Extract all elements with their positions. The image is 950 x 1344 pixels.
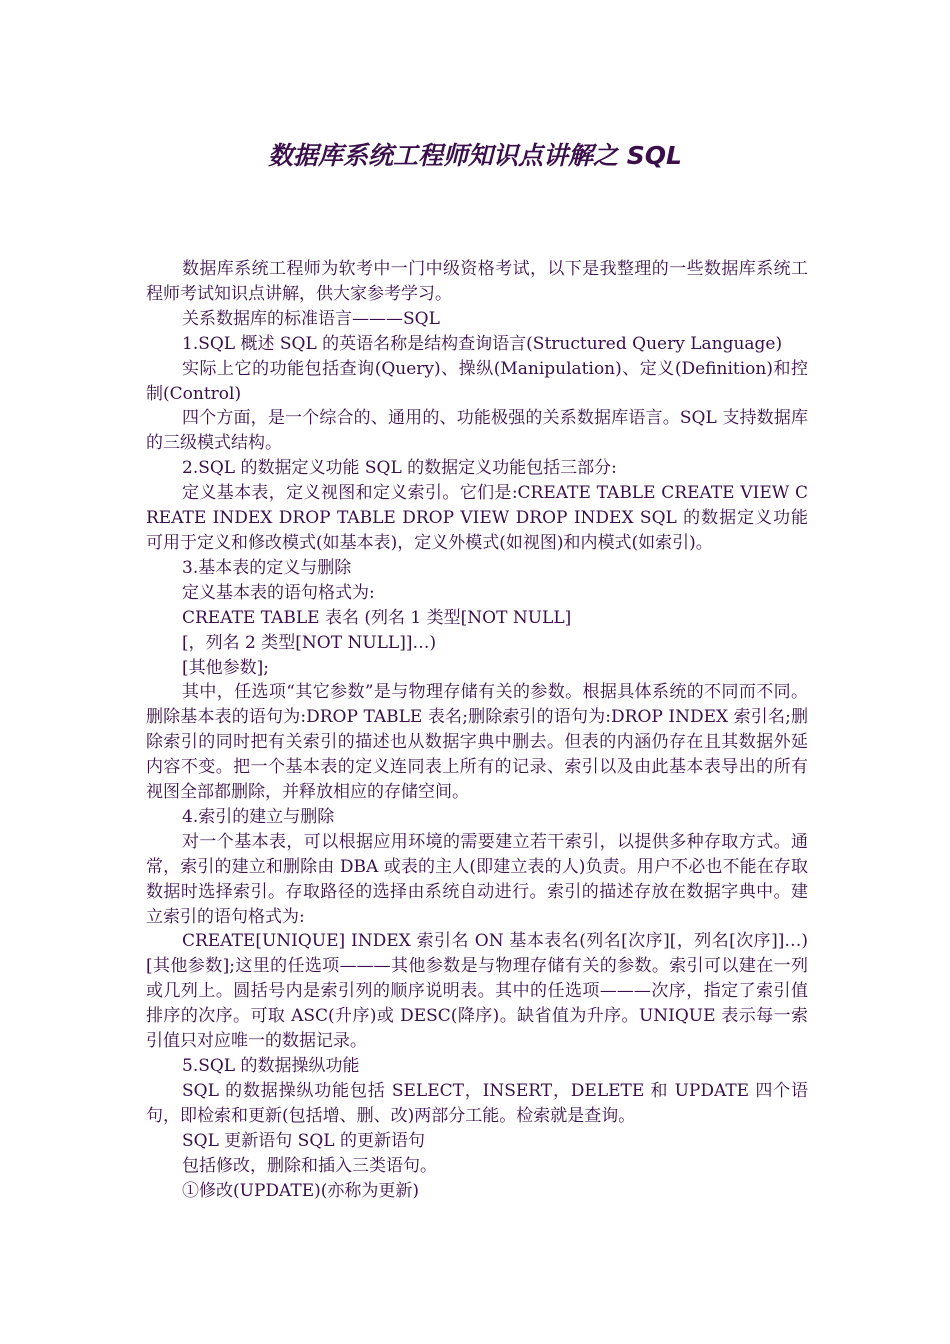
paragraph-create-format: 定义基本表的语句格式为: bbox=[182, 582, 375, 603]
paragraph-update: ①修改(UPDATE)(亦称为更新) bbox=[182, 1180, 420, 1201]
paragraph-column-2: [，列名 2 类型[NOT NULL]]…) bbox=[182, 632, 437, 653]
paragraph-update-statements: SQL 更新语句 SQL 的更新语句 bbox=[182, 1130, 425, 1151]
document-title: 数据库系统工程师知识点讲解之 SQL bbox=[268, 141, 682, 170]
paragraph-section-2: 2.SQL 的数据定义功能 SQL 的数据定义功能包括三部分: bbox=[182, 458, 617, 479]
paragraph-sql-overview: 1.SQL 概述 SQL 的英语名称是结构查询语言(Structured Query Language) bbox=[182, 333, 783, 354]
paragraph-section-4: 4.索引的建立与删除 bbox=[182, 806, 335, 827]
paragraph-intro: 数据库系统工程师为软考中一门中级资格考试，以下是我整理的一些数据库系统工程师考试知识点讲解，供大家参考学习。 bbox=[146, 259, 808, 304]
paragraph-index-intro: 对一个基本表，可以根据应用环境的需要建立若干索引，以提供多种存取方式。通常，索引的建立和删除由 DBA 或表的主人(即建立表的人)负责。用户不必也不能在存取数据时选择索引。存取路径的选择由系统自动进行。索引的描述存放在数据字典中。建立索引的语句格式为: bbox=[146, 831, 808, 927]
paragraph-four-aspects: 四个方面，是一个综合的、通用的、功能极强的关系数据库语言。SQL 支持数据库的三级模式结构。 bbox=[146, 408, 808, 454]
paragraph-section-3: 3.基本表的定义与删除 bbox=[182, 557, 352, 578]
paragraph-create-table: CREATE TABLE 表名 (列名 1 类型[NOT NULL] bbox=[182, 607, 572, 628]
document-body bbox=[146, 257, 808, 1203]
paragraph-other-params: [其他参数]; bbox=[182, 657, 269, 678]
paragraph-heading-sql: 关系数据库的标准语言———SQL bbox=[182, 308, 440, 329]
paragraph-create-index: CREATE[UNIQUE] INDEX 索引名 ON 基本表名(列名[次序][，列名[次序]]…)[其他参数];这里的任选项———其他参数是与物理存储有关的参数。索引可以建在一列或几列上。圆括号内是索引列的顺序说明表。其中的任选项———次序，指定了索引值排序的次序。可取 ASC(升序)或 DESC(降序)。缺省值为升序。UNIQUE 表示每一索引值只对应唯一的数据记录。 bbox=[146, 931, 808, 1052]
paragraph-three-kinds: 包括修改，删除和插入三类语句。 bbox=[182, 1155, 437, 1176]
paragraph-dml: SQL 的数据操纵功能包括 SELECT，INSERT，DELETE 和 UPDATE 四个语句，即检索和更新(包括增、删、改)两部分工能。检索就是查询。 bbox=[146, 1080, 808, 1126]
paragraph-drop: 其中，任选项“其它参数”是与物理存储有关的参数。根据具体系统的不同而不同。删除基本表的语句为:DROP TABLE 表名;删除索引的语句为:DROP INDEX 索引名;删除索引的同时把有关索引的描述也从数据字典中删去。但表的内涵仍存在且其数据外延内容不变。把一个基本表的定义连同表上所有的记录、索引以及由此基本表导出的所有视图全部都删除，并释放相应的存储空间。 bbox=[146, 682, 808, 803]
paragraph-ddl: 定义基本表，定义视图和定义索引。它们是:CREATE TABLE CREATE VIEW CREATE INDEX DROP TABLE DROP VIEW DROP INDEX SQL 的数据定义功能可用于定义和修改模式(如基本表)，定义外模式(如视图)和内模式(如索引)。 bbox=[146, 483, 808, 553]
paragraph-section-5: 5.SQL 的数据操纵功能 bbox=[182, 1056, 360, 1076]
paragraph-sql-functions: 实际上它的功能包括查询(Query)、操纵(Manipulation)、定义(Definition)和控制(Control) bbox=[146, 358, 808, 404]
